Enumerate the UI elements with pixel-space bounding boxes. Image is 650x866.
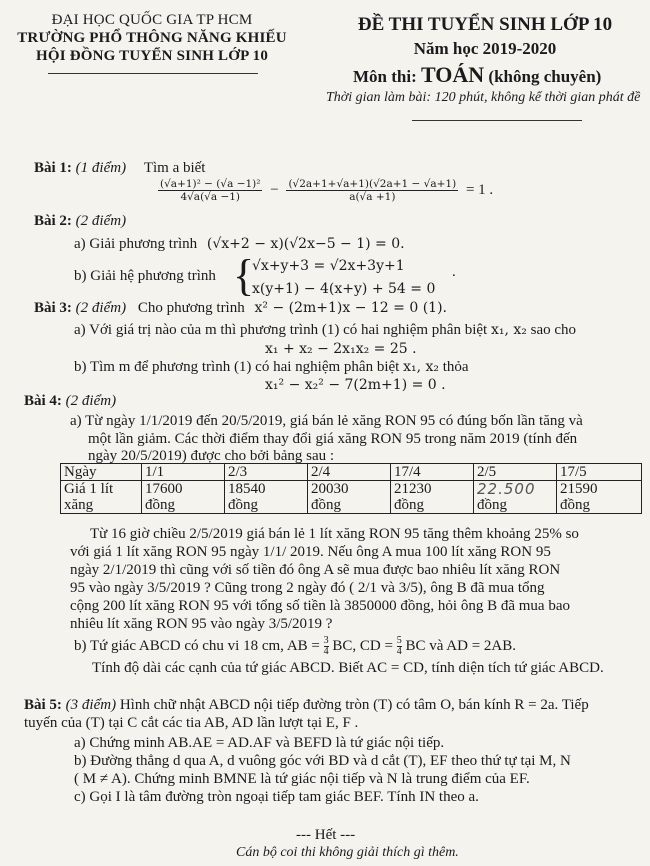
bai3-a-tail: sao cho: [530, 322, 577, 338]
bai1-fraction-1: [158, 178, 262, 203]
price-unit: đồng: [145, 497, 175, 513]
end-mark: --- Hết ---: [296, 827, 356, 843]
bai4-b-f1-num: 3: [323, 635, 329, 646]
bai4-b-f2-den: 4: [396, 646, 402, 657]
price-value: 21590: [560, 481, 598, 497]
bai2-b-eq2: x(y+1) − 4(x+y) + 54 = 0: [252, 281, 436, 297]
subject-suffix: (không chuyên): [488, 67, 602, 86]
price-value-handwritten: 22.500: [477, 480, 536, 498]
system-brace: {: [233, 251, 255, 300]
bai1-minus: −: [270, 181, 279, 198]
table-cell: [225, 481, 308, 514]
price-unit: đồng: [477, 497, 507, 513]
bai2-a-math: (√x+2 − x)(√2x−5 − 1) = 0.: [206, 236, 405, 252]
bai4-b-part2: BC, CD =: [332, 637, 393, 654]
bai2-b-text: b) Giải hệ phương trình: [74, 268, 216, 284]
bai3-prompt: Cho phương trình: [137, 300, 245, 316]
bai5-line2: tuyến của (T) tại C cắt các tia AB, AD lần lượt tại E, F .: [24, 715, 359, 731]
bai4-points: (2 điểm): [65, 393, 117, 409]
bai4-a-line1: a) Từ ngày 1/1/2019 đến 20/5/2019, giá bán lẻ xăng RON 95 có đúng bốn lần tăng và: [70, 413, 583, 429]
bai4-b-f2-num: 5: [396, 635, 402, 646]
bai4-para-2: với giá 1 lít xăng RON 95 ngày 1/1/ 2019. Nếu ông A mua 100 lít xăng RON 95: [70, 544, 551, 560]
bai2-a-text: a) Giải phương trình: [74, 236, 198, 252]
table-cell: 2/4: [308, 464, 391, 481]
price-unit: đồng: [394, 497, 424, 513]
price-table: [60, 463, 642, 514]
header-left-rule: [48, 73, 258, 74]
table-cell: 17/5: [557, 464, 642, 481]
table-row: [61, 464, 642, 481]
price-value: 18540: [228, 481, 266, 497]
subject-line: [353, 62, 601, 88]
bai5-heading: [24, 697, 589, 714]
bai5-part-b-line2: ( M ≠ A). Chứng minh BMNE là tứ giác nội tiếp và N là trung điểm của EF.: [74, 771, 530, 787]
bai1-fraction-2: [286, 178, 458, 203]
exam-title: ĐỀ THI TUYỂN SINH LỚP 10: [357, 14, 613, 35]
price-value: 20030: [311, 481, 349, 497]
table-cell: 2/3: [225, 464, 308, 481]
table-cell: 2/5: [474, 464, 557, 481]
bai4-b-part3: BC và AD = 2AB.: [405, 637, 516, 654]
bai2-points: (2 điểm): [75, 213, 127, 229]
bai3-b-vars: x₁, x₂: [403, 359, 439, 375]
school-year: Năm học 2019-2020: [413, 39, 557, 58]
bai3-b-text: b) Tìm m để phương trình (1) có hai nghiệm phân biệt: [74, 359, 400, 375]
bai2-heading: [34, 213, 126, 230]
bai4-b-part1: b) Tứ giác ABCD có chu vi 18 cm, AB =: [74, 637, 320, 654]
bai1-prompt: Tìm a biết: [143, 160, 206, 176]
bai4-label: Bài 4:: [24, 393, 62, 409]
bai4-a-line2: một lần giảm. Các thời điểm thay đổi giá xăng RON 95 trong năm 2019 (tính đến: [88, 431, 578, 447]
bai4-b-fraction-2: [397, 636, 402, 657]
bai1-label: Bài 1:: [34, 160, 72, 176]
bai3-heading: [34, 300, 447, 317]
bai3-a-text: a) Với giá trị nào của m thì phương trình (1) có hai nghiệm phân biệt: [74, 322, 488, 338]
bai3-a-vars: x₁, x₂: [490, 322, 527, 338]
bai4-b-fraction-1: [324, 636, 329, 657]
price-value: 21230: [394, 481, 432, 497]
price-unit: đồng: [311, 497, 341, 513]
table-cell: [557, 481, 642, 514]
price-label-line2: xăng: [64, 497, 94, 513]
bai1-fraction-2-num: (√2a+1+√a+1)(√2a+1 − √a+1): [288, 178, 457, 190]
bai4-part-b: [74, 636, 516, 657]
bai3-equation: x² − (2m+1)x − 12 = 0 (1).: [254, 300, 447, 316]
bai1-points: (1 điểm): [75, 160, 127, 176]
subject-prefix: Môn thi:: [353, 67, 417, 86]
bai3-a-condition: x₁ + x₂ − 2x₁x₂ = 25 .: [265, 341, 417, 357]
school-name: TRƯỜNG PHỔ THÔNG NĂNG KHIẾU: [17, 30, 287, 46]
bai1-fraction-1-den: 4√a(√a −1): [180, 191, 241, 203]
table-cell: [142, 481, 225, 514]
bai3-points: (2 điểm): [75, 300, 127, 316]
bai4-para-1: Từ 16 giờ chiều 2/5/2019 giá bán lẻ 1 lít xăng RON 95 tăng thêm khoảng 25% so: [90, 526, 579, 542]
bai5-line1: Hình chữ nhật ABCD nội tiếp đường tròn (T) có tâm O, bán kính R = 2a. Tiếp: [119, 697, 589, 713]
bai5-points: (3 điểm): [65, 697, 117, 713]
bai3-b-tail: thỏa: [442, 359, 469, 375]
table-cell: 1/1: [142, 464, 225, 481]
table-cell: 17/4: [391, 464, 474, 481]
price-unit: đồng: [228, 497, 258, 513]
bai4-a-line3: ngày 20/5/2019) được cho bởi bảng sau :: [88, 448, 335, 464]
bai3-part-b: [74, 359, 469, 376]
proctor-note: Cán bộ coi thi không giải thích gì thêm.: [236, 845, 459, 860]
bai3-label: Bài 3:: [34, 300, 72, 316]
bai4-b-f1-den: 4: [323, 646, 329, 657]
table-cell: [61, 481, 142, 514]
council-name: HỘI ĐỒNG TUYỂN SINH LỚP 10: [35, 48, 269, 64]
bai2-label: Bài 2:: [34, 213, 72, 229]
table-cell: [308, 481, 391, 514]
bai2-b-end: .: [452, 264, 456, 280]
table-cell: [391, 481, 474, 514]
bai4-para-5: cộng 200 lít xăng RON 95 với tổng số tiền là 3850000 đồng, hỏi ông B đã mua bao: [70, 598, 570, 614]
bai5-part-c: c) Gọi I là tâm đường tròn ngoại tiếp tam giác BEF. Tính IN theo a.: [74, 789, 479, 805]
bai3-b-condition: x₁² − x₂² − 7(2m+1) = 0 .: [265, 377, 446, 393]
header-right-rule: [412, 120, 582, 121]
bai4-b-line2: Tính độ dài các cạnh của tứ giác ABCD. Biết AC = CD, tính diện tích tứ giác ABCD.: [92, 660, 604, 676]
bai4-para-4: 95 vào ngày 3/5/2019 ? Cũng trong 2 ngày đó ( 2/1 và 3/5), ông B đã mua tổng: [70, 580, 545, 596]
bai2-b-eq1: √x+y+3 = √2x+3y+1: [252, 258, 405, 274]
bai1-rhs: = 1 .: [465, 181, 494, 198]
table-cell: [474, 481, 557, 514]
price-unit: đồng: [560, 497, 590, 513]
bai1-fraction-1-num: (√a+1)² − (√a −1)²: [160, 178, 261, 190]
bai4-para-6: nhiêu lít xăng RON 95 vào ngày 3/5/2019 ?: [70, 616, 333, 632]
price-value: 17600: [145, 481, 183, 497]
bai4-para-3: ngày 2/1/2019 thì cũng với số tiền đó ông A sẽ mua được bao nhiêu lít xăng RON: [70, 562, 561, 578]
table-cell: Ngày: [61, 464, 142, 481]
bai5-part-b-line1: b) Đường thẳng d qua A, d vuông góc với BD và d cắt (T), EF theo thứ tự tại M, N: [74, 753, 571, 769]
bai1-formula: [158, 178, 493, 203]
subject-name: TOÁN: [421, 62, 485, 87]
table-row: [61, 481, 642, 514]
bai5-part-a: a) Chứng minh AB.AE = AD.AF và BEFD là tứ giác nội tiếp.: [74, 735, 445, 751]
bai5-label: Bài 5:: [24, 697, 62, 713]
university-name: ĐẠI HỌC QUỐC GIA TP HCM: [51, 12, 253, 28]
price-label-line1: Giá 1 lít: [64, 481, 114, 497]
exam-duration: Thời gian làm bài: 120 phút, không kể thời gian phát đề: [326, 90, 641, 105]
bai4-heading: [24, 393, 116, 410]
bai3-part-a: [74, 322, 576, 339]
bai1-fraction-2-den: a(√a +1): [349, 191, 396, 203]
bai1-heading: [34, 160, 205, 177]
